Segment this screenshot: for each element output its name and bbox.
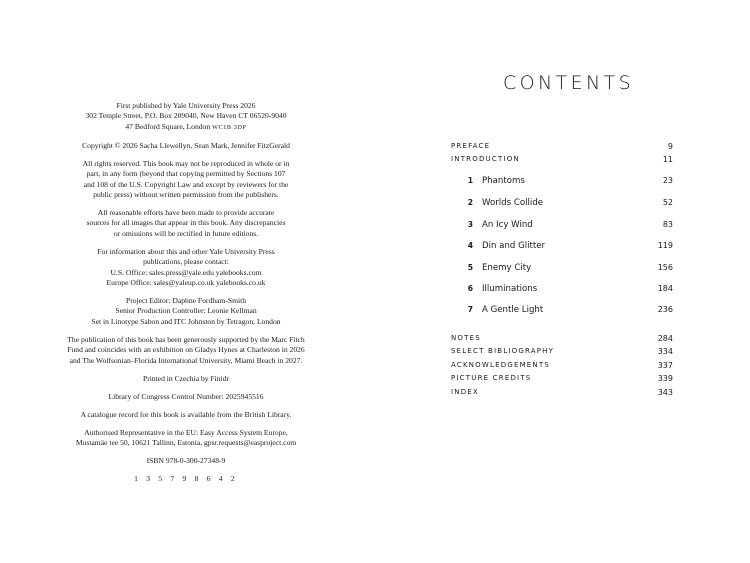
- credit-line: Senior Production Controller: Leonie Kellman: [115, 306, 257, 316]
- toc-label: INTRODUCTION: [451, 155, 520, 163]
- chapter-title: Phantoms: [482, 176, 525, 186]
- chapter-number: 2: [467, 198, 473, 207]
- support-line: Fund and coincides with an exhibition on Gladys Hynes at Charleston in 2026: [67, 345, 305, 355]
- printed-line: Printed in Czechia by Finidr: [142, 373, 230, 383]
- rights-line: public press) without written permission from the publishers.: [93, 190, 279, 200]
- rights-line: and 108 of the U.S. Copyright Law and except by reviewers for the: [83, 179, 289, 189]
- sources-notice: [55, 208, 317, 239]
- publisher-address-us: 302 Temple Street, P.O. Box 209040, New Haven CT 06520-9040: [85, 111, 287, 121]
- credit-line: Set in Linotype Sabon and ITC Johnston by Tetragon, London: [91, 316, 281, 326]
- toc-chapter-1: [451, 176, 673, 188]
- chapter-title: A Gentle Light: [482, 305, 544, 315]
- toc-entry-index: [451, 388, 673, 400]
- chapter-title: Illuminations: [482, 284, 538, 294]
- rights-line: part, in any form (beyond that copying permitted by Sections 107: [86, 169, 286, 179]
- toc-chapter-4: [451, 241, 673, 253]
- chapter-title: Enemy City: [482, 263, 532, 273]
- london-postcode: WC1B 3DP: [212, 123, 247, 131]
- support-notice: [55, 335, 317, 366]
- toc-page-number: 9: [667, 142, 673, 151]
- sources-line: All reasonable efforts have been made to provide accurate: [97, 208, 275, 218]
- chapter-number: 7: [467, 305, 473, 314]
- toc-page-number: 284: [657, 334, 673, 343]
- europe-office-contact: Europe Office: sales@yaleup.co.uk yalebooks.co.uk: [106, 278, 266, 288]
- publisher-line: First published by Yale University Press 2026: [116, 101, 256, 110]
- isbn-block: [55, 456, 317, 466]
- chapter-number: 5: [467, 263, 473, 272]
- toc-page-number: 52: [662, 198, 673, 207]
- toc-label: SELECT BIBLIOGRAPHY: [451, 347, 555, 355]
- toc-page-number: 236: [657, 305, 673, 314]
- toc-entry-notes: [451, 334, 673, 346]
- information-line: publications, please contact:: [143, 257, 229, 267]
- eu-representative: [55, 428, 317, 449]
- toc-page-number: 339: [657, 374, 673, 383]
- contact-information: [55, 247, 317, 289]
- production-credits: [55, 296, 317, 327]
- us-office-contact: U.S. Office: sales.press@yale.edu yalebooks.com: [110, 267, 262, 277]
- toc-page-number: 334: [657, 347, 673, 356]
- toc-label: NOTES: [451, 334, 481, 342]
- information-line: For information about this and other Yale University Press: [97, 246, 275, 256]
- contents-page: [375, 0, 750, 563]
- catalogue-line: A catalogue record for this book is available from the British Library.: [80, 409, 292, 419]
- publisher-address-uk: [55, 122, 317, 133]
- print-line-block: [55, 474, 317, 484]
- toc-entry-preface: [451, 142, 673, 154]
- toc-page-number: 119: [657, 241, 673, 250]
- sources-line: or omissions will be rectified in future editions.: [113, 228, 259, 238]
- london-address: 47 Bedford Square, London: [125, 121, 211, 131]
- support-line: The publication of this book has been generously supported by the Marc Fitch: [67, 334, 305, 344]
- eu-rep-line: Mustamäe tee 50, 10621 Tallinn, Estonia, gpsr.requests@easproject.com: [75, 438, 297, 448]
- toc-chapter-6: [451, 284, 673, 296]
- toc-chapter-5: [451, 263, 673, 275]
- toc-label: ACKNOWLEDGEMENTS: [451, 361, 550, 369]
- toc-label: INDEX: [451, 388, 479, 396]
- isbn: ISBN 978-0-300-27348-9: [146, 456, 226, 466]
- printing-notice: [55, 374, 317, 384]
- rights-line: All rights reserved. This book may not be reproduced in whole or in: [82, 158, 290, 168]
- chapter-title: Din and Glitter: [482, 241, 546, 251]
- loc-line: Library of Congress Control Number: 2025945516: [108, 391, 264, 401]
- toc-entry-select-bibliography: [451, 347, 673, 359]
- toc-label: PREFACE: [451, 142, 491, 150]
- chapter-number: 3: [467, 220, 473, 229]
- copyright-notice: [55, 141, 317, 151]
- toc-page-number: 23: [662, 176, 673, 185]
- toc-chapter-2: [451, 198, 673, 210]
- chapter-title: An Icy Wind: [482, 220, 533, 230]
- sources-line: sources for all images that appear in this book. Any discrepancies: [86, 218, 286, 228]
- toc-page-number: 83: [662, 220, 673, 229]
- toc-page-number: 337: [657, 361, 673, 370]
- toc-chapter-7: [451, 305, 673, 317]
- chapter-number: 1: [467, 176, 473, 185]
- toc-entry-introduction: [451, 155, 673, 167]
- toc-entry-picture-credits: [451, 374, 673, 386]
- publisher-block: [55, 101, 317, 133]
- catalogue-notice: [55, 410, 317, 420]
- copyright-line: Copyright © 2026 Sacha Llewellyn, Sean Mark, Jennifer FitzGerald: [82, 140, 290, 150]
- toc-page-number: 343: [657, 388, 673, 397]
- toc-chapter-3: [451, 220, 673, 232]
- chapter-number: 4: [467, 241, 473, 250]
- print-line: 1 3 5 7 9 8 6 4 2: [134, 474, 238, 484]
- chapter-title: Worlds Collide: [482, 198, 543, 208]
- toc-label: PICTURE CREDITS: [451, 374, 532, 382]
- toc-page-number: 184: [657, 284, 673, 293]
- credit-line: Project Editor: Daphne Fordham-Smith: [125, 296, 246, 306]
- loc-notice: [55, 392, 317, 402]
- toc-page-number: 156: [657, 263, 673, 272]
- rights-notice: [55, 159, 317, 201]
- toc-page-number: 11: [662, 155, 673, 164]
- eu-rep-line: Authorised Representative in the EU: Easy Access System Europe,: [84, 427, 288, 437]
- support-line: and The Wolfsonian–Florida International University, Miami Beach in 2027.: [69, 355, 303, 365]
- imprint-text: [55, 101, 317, 492]
- contents-title: CONTENTS: [503, 72, 635, 94]
- toc-entry-acknowledgements: [451, 361, 673, 373]
- chapter-number: 6: [467, 284, 473, 293]
